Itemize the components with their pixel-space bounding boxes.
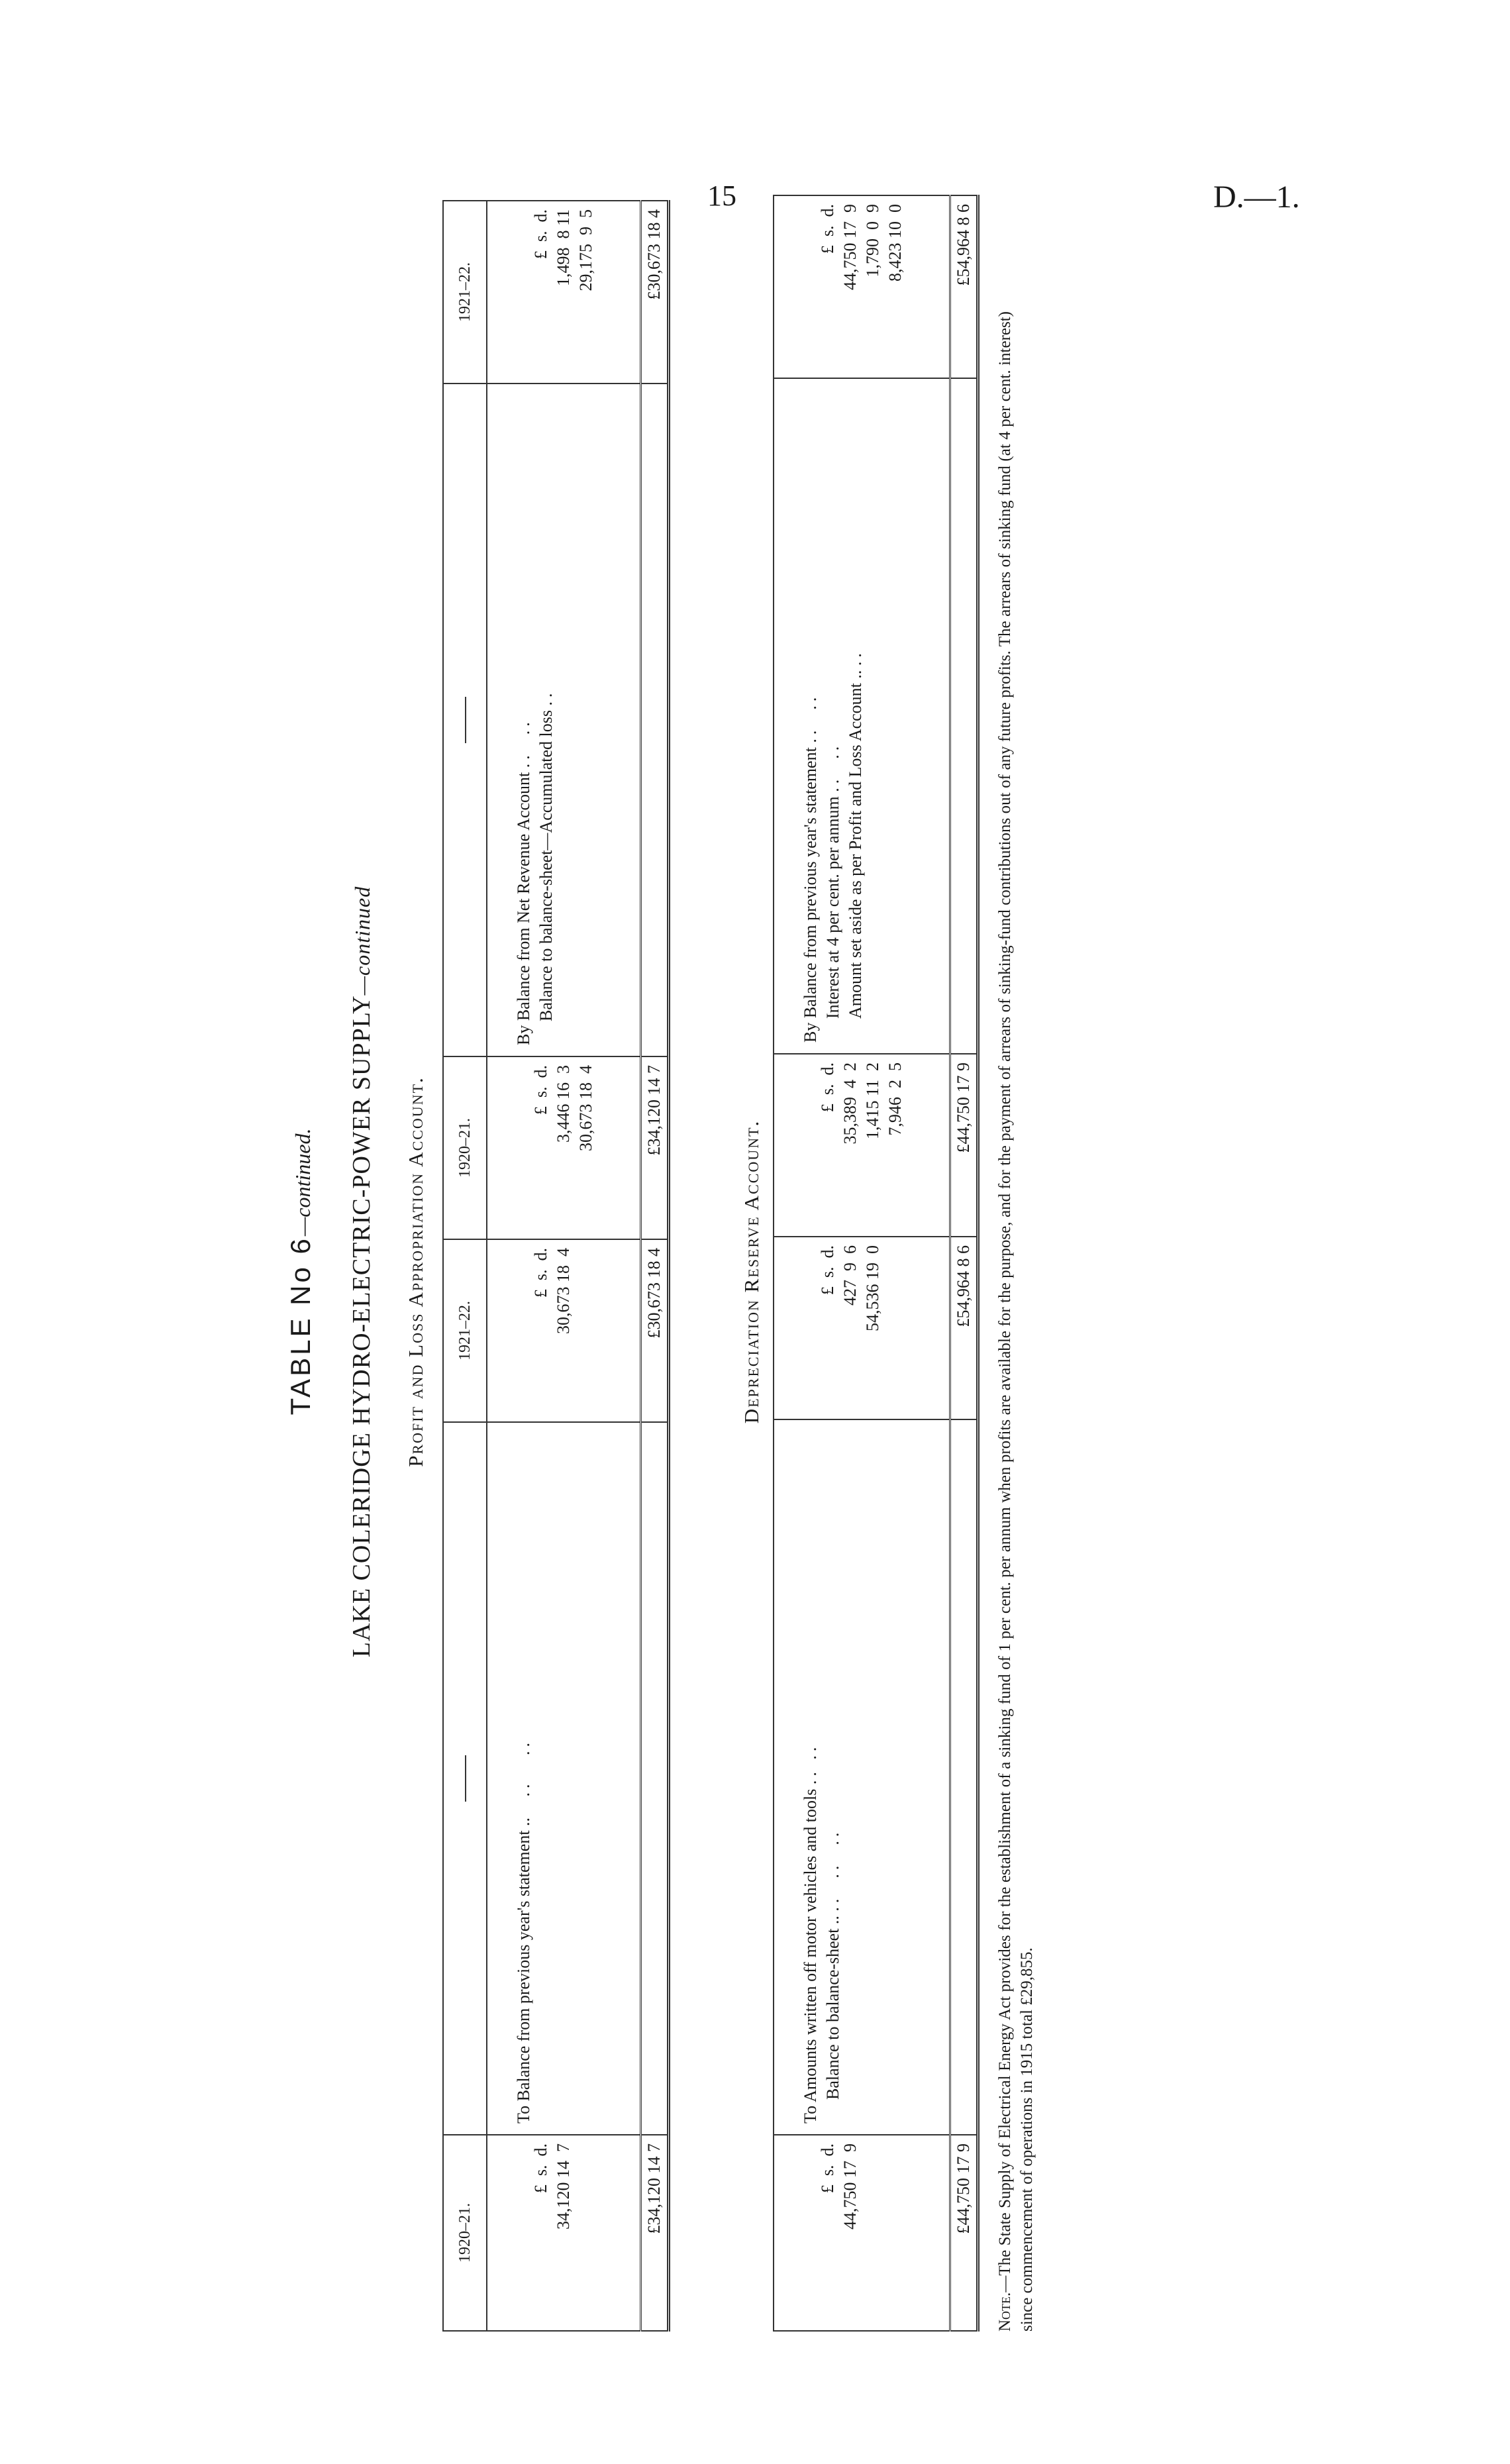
description-cell: To Amounts written off motor vehicles and tools .. .. Balance to balance-sheet .. .. .. .. bbox=[774, 1419, 950, 2135]
col-header: 1921–22. bbox=[443, 1239, 487, 1422]
total-cell: £54,964 8 6 bbox=[950, 195, 978, 378]
amount-cell: £ s. d. 3,446 16 3 30,673 18 4 bbox=[487, 1056, 641, 1239]
col-header: 1920–21. bbox=[443, 1056, 487, 1239]
total-cell: £34,120 14 7 bbox=[641, 1056, 669, 1239]
note-text: —The State Supply of Electrical Energy Act provides for the establishment of a sinking fund of 1 per cent. per annum when profits are available for the purpose, and for the payment of arrears of sinking-fund contributions out of any future profits. The arrears of sinking fund (at 4 per cent. interest) since commencement of operations in 1915 total £29,855. bbox=[996, 311, 1036, 2332]
col-header bbox=[443, 1422, 487, 2135]
amount-cell: £ s. d. 1,498 8 11 29,175 9 5 bbox=[487, 201, 641, 384]
table-heading bbox=[285, 179, 428, 2365]
amount-cell: £ s. d. 44,750 17 9 1,790 0 9 8,423 10 0 bbox=[774, 195, 950, 378]
header-row bbox=[443, 201, 487, 2331]
note-label: Note. bbox=[996, 2292, 1014, 2332]
total-cell: £44,750 17 9 bbox=[950, 1054, 978, 1237]
totals-row bbox=[641, 201, 669, 2331]
table-row bbox=[487, 201, 641, 2331]
amount-cell: £ s. d. 35,389 4 2 1,415 11 2 7,946 2 5 bbox=[774, 1054, 950, 1237]
amount-cell: £ s. d. 44,750 17 9 bbox=[774, 2135, 950, 2331]
total-cell: £34,120 14 7 bbox=[641, 2135, 669, 2331]
depreciation-table bbox=[773, 195, 980, 2332]
footnote bbox=[994, 311, 1038, 2332]
total-cell: £54,964 8 6 bbox=[950, 1237, 978, 1419]
document-reference: D.—1. bbox=[1213, 180, 1300, 215]
description-cell: By Balance from Net Revenue Account .. .. Balance to balance-sheet—Accumulated loss .. bbox=[487, 384, 641, 1056]
total-cell: £30,673 18 4 bbox=[641, 201, 669, 384]
rotated-table-block bbox=[278, 179, 1205, 2365]
table-title: TABLE No 6—continued. bbox=[285, 1128, 316, 1415]
amount-cell: £ s. d. 30,673 18 4 bbox=[487, 1239, 641, 1422]
description-cell: To Balance from previous year's statement .. .. .. bbox=[487, 1422, 641, 2135]
page-number: 15 bbox=[707, 180, 736, 212]
profit-loss-title: Profit and Loss Appropriation Account. bbox=[404, 1076, 427, 1467]
col-header: 1920–21. bbox=[443, 2135, 487, 2331]
table-row bbox=[774, 195, 950, 2331]
amount-cell: £ s. d. 34,120 14 7 bbox=[487, 2135, 641, 2331]
amount-cell: £ s. d. 427 9 6 54,536 19 0 bbox=[774, 1237, 950, 1419]
total-cell: £30,673 18 4 bbox=[641, 1239, 669, 1422]
description-cell: By Balance from previous year's statement .. .. Interest at 4 per cent. per annum .. .. Amount set aside as per Profit and Loss Account .. .. bbox=[774, 378, 950, 1054]
depreciation-title: Depreciation Reserve Account. bbox=[740, 1119, 763, 1424]
profit-loss-table bbox=[442, 200, 670, 2332]
totals-row bbox=[950, 195, 978, 2331]
col-header: 1921–22. bbox=[443, 201, 487, 384]
undertaking-title: LAKE COLERIDGE HYDRO-ELECTRIC-POWER SUPPLY—continued bbox=[348, 886, 376, 1658]
total-cell: £44,750 17 9 bbox=[950, 2135, 978, 2331]
col-header bbox=[443, 384, 487, 1056]
